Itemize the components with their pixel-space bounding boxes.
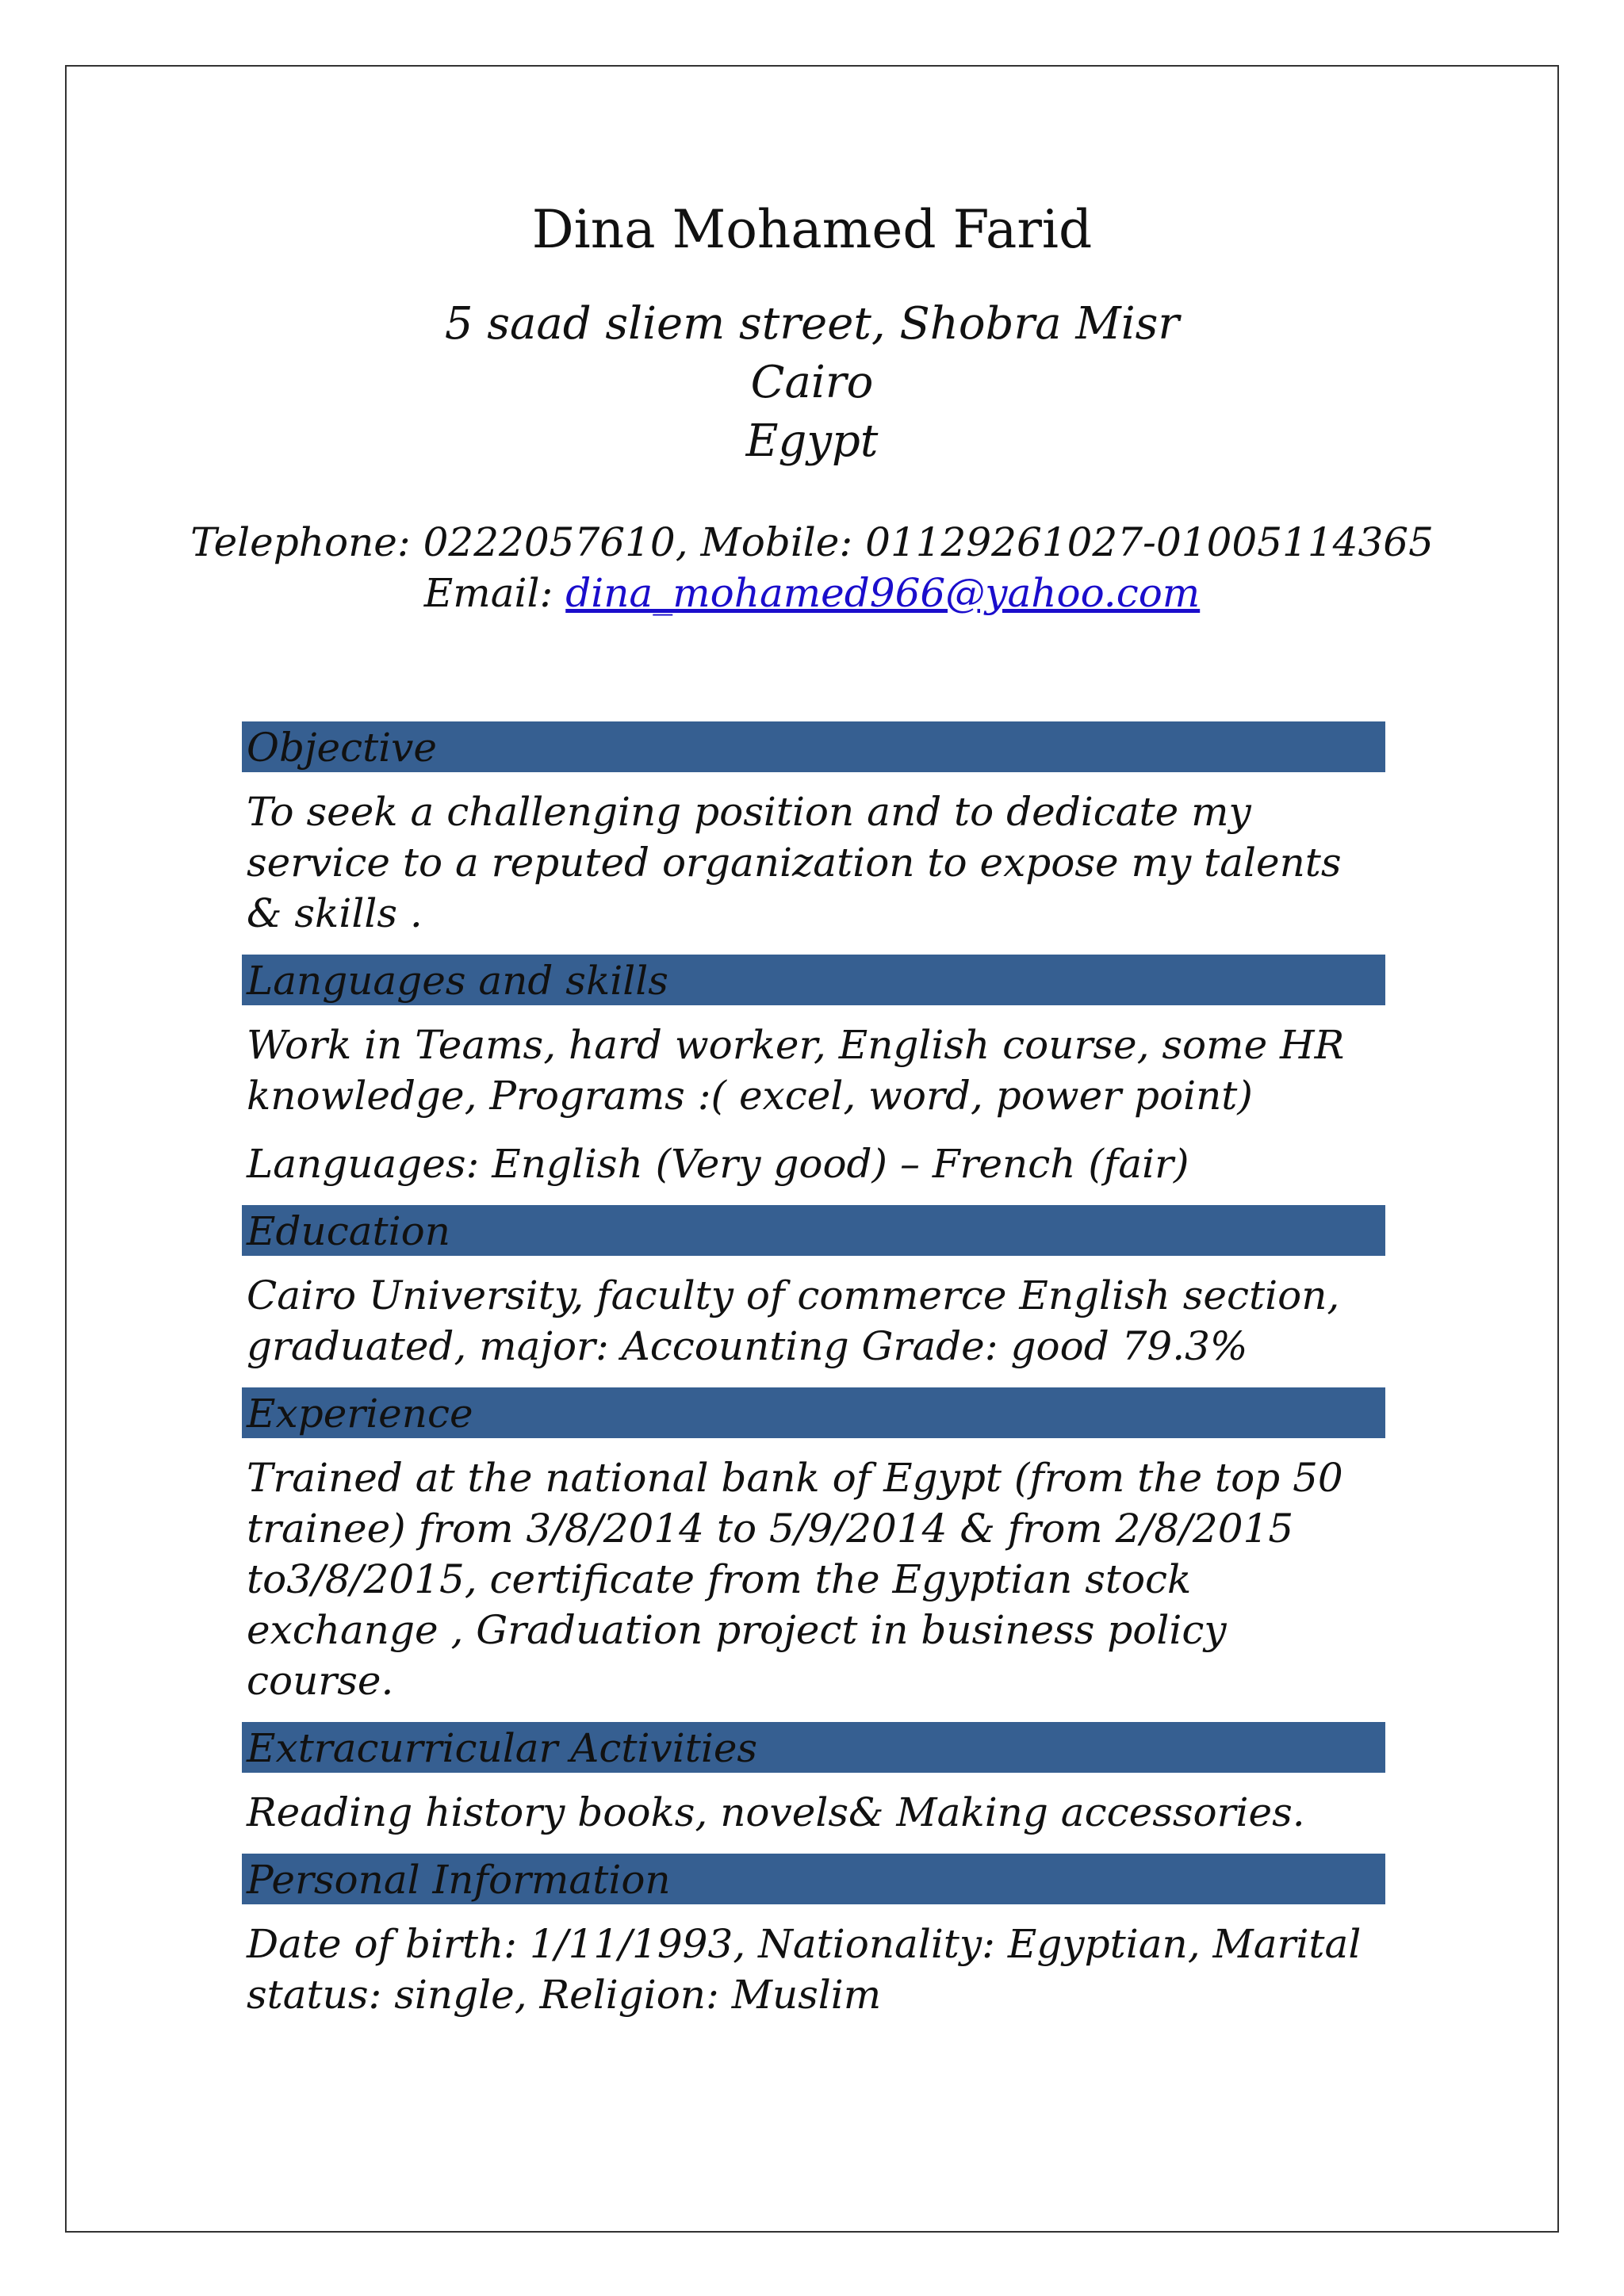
section-header-extracurricular: Extracurricular Activities	[242, 1722, 1385, 1773]
section-header-languages-skills: Languages and skills	[242, 955, 1385, 1005]
address-line-street: 5 saad sliem street, Shobra Misr	[444, 298, 1180, 350]
section-body-languages-skills	[242, 1005, 1385, 1205]
experience-text: Trained at the national bank of Egypt (from the top 50 trainee) from 3/8/2014 to 5/9/2014 & from 2/8/2015 to3/8/2015, certificate from the Egyptian stock exchange , Graduation project in business policy course.	[247, 1455, 1343, 1704]
section-personal-information	[242, 1854, 1385, 2036]
section-header-personal-information: Personal Information	[242, 1854, 1385, 1904]
objective-text: To seek a challenging position and to dedicate my service to a reputed organization to expose my talents & skills .	[247, 789, 1342, 936]
contact-block	[65, 517, 1559, 618]
section-header-experience: Experience	[242, 1387, 1385, 1438]
section-body-personal-information	[242, 1904, 1385, 2036]
address-block	[65, 295, 1559, 471]
section-education	[242, 1205, 1385, 1387]
email-link[interactable]: dina_mohamed966@yahoo.com	[565, 570, 1201, 616]
section-objective	[242, 721, 1385, 955]
phone-line: Telephone: 0222057610, Mobile: 01129261027-01005114365	[190, 519, 1434, 565]
section-header-education: Education	[242, 1205, 1385, 1256]
section-body-objective	[242, 772, 1385, 955]
section-extracurricular	[242, 1722, 1385, 1854]
email-line	[65, 568, 1559, 618]
section-header-objective: Objective	[242, 721, 1385, 772]
languages-text: Languages: English (Very good) – French (fair)	[247, 1141, 1189, 1187]
email-label: Email:	[423, 570, 566, 616]
section-body-extracurricular	[242, 1773, 1385, 1854]
resume-sections	[242, 721, 1385, 2036]
personal-information-text: Date of birth: 1/11/1993, Nationality: Egyptian, Marital status: single, Religion: Muslim	[247, 1921, 1362, 2018]
section-experience	[242, 1387, 1385, 1722]
education-text: Cairo University, faculty of commerce English section, graduated, major: Accounting Grade: good 79.3%	[247, 1272, 1340, 1369]
address-line-city: Cairo	[750, 357, 874, 408]
skills-text: Work in Teams, hard worker, English course, some HR knowledge, Programs :( excel, word, power point)	[247, 1022, 1345, 1119]
extracurricular-text: Reading history books, novels& Making accessories.	[247, 1789, 1305, 1835]
address-line-country: Egypt	[745, 415, 879, 467]
section-body-education	[242, 1256, 1385, 1387]
section-body-experience	[242, 1438, 1385, 1722]
candidate-name: Dina Mohamed Farid	[531, 199, 1093, 260]
section-languages-skills	[242, 955, 1385, 1205]
